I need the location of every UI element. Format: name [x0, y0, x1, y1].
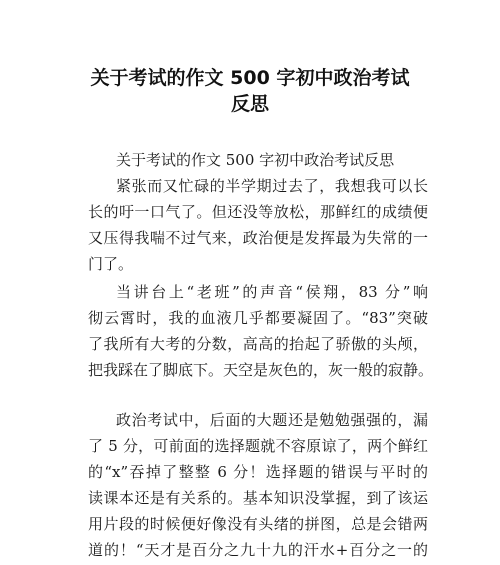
document-title-line-2: 反思	[230, 93, 269, 115]
paragraph-line: 了 5 分，可前面的选择题就不容原谅了，两个鲜红	[88, 437, 428, 455]
document-title-line-1: 关于考试的作文 500 字初中政治考试	[90, 67, 410, 89]
paragraph-line: 道的！“天才是百分之九十九的汗水+百分之一的	[88, 541, 428, 559]
paragraph-line: 关于考试的作文 500 字初中政治考试反思	[116, 151, 395, 169]
paragraph-line: 当讲台上“老班”的声音“侯翔，83 分”响	[116, 283, 428, 301]
paragraph-line: 政治考试中，后面的大题还是勉勉强强的，漏	[116, 411, 428, 429]
paragraph-line: 长的吁一口气了。但还没等放松，那鲜红的成绩便	[88, 203, 428, 221]
paragraph-line: 门了。	[88, 255, 134, 273]
paragraph-line: 读课本还是有关系的。基本知识没掌握，到了该运	[88, 489, 428, 507]
paragraph-line: 又压得我喘不过气来，政治便是发挥最为失常的一	[88, 229, 428, 247]
paragraph-line: 的“x”吞掉了整整 6 分！选择题的错误与平时的	[88, 463, 428, 481]
paragraph-line: 彻云霄时，我的血液几乎都要凝固了。“83”突破	[88, 309, 428, 327]
paragraph-line: 了我所有大考的分数，高高的抬起了骄傲的头颅，	[88, 335, 428, 353]
paragraph-line: 紧张而又忙碌的半学期过去了，我想我可以长	[116, 177, 428, 195]
paragraph-line: 把我踩在了脚底下。天空是灰色的，灰一般的寂静。	[88, 361, 434, 379]
paragraph-line: 用片段的时候便好像没有头绪的拼图，总是会错两	[88, 515, 428, 533]
